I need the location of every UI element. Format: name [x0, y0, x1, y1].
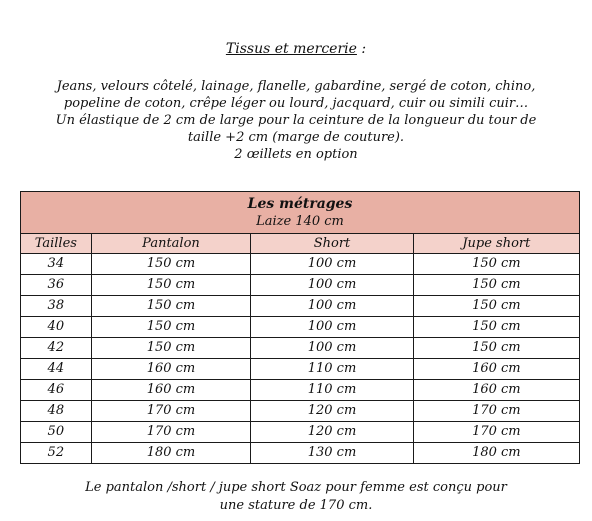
- cell-short: 120 cm: [251, 401, 413, 422]
- cell-size: 50: [21, 422, 92, 443]
- cell-short: 100 cm: [251, 275, 413, 296]
- cell-jupe-short: 150 cm: [413, 254, 579, 275]
- column-header-short: Short: [251, 234, 413, 254]
- cell-size: 42: [21, 338, 92, 359]
- cell-short: 130 cm: [251, 443, 413, 464]
- cell-pantalon: 160 cm: [91, 380, 251, 401]
- yardage-heading-title: Les métrages: [247, 195, 353, 212]
- cell-size: 52: [21, 443, 92, 464]
- yardage-table-heading: [21, 192, 580, 234]
- cell-short: 120 cm: [251, 422, 413, 443]
- cell-pantalon: 160 cm: [91, 359, 251, 380]
- table-row: [21, 317, 580, 338]
- fabric-width-label: Laize 140 cm: [256, 213, 344, 229]
- stature-note-line-1: Le pantalon /short / jupe short Soaz pour femme est conçu pour: [85, 480, 507, 495]
- cell-size: 48: [21, 401, 92, 422]
- cell-jupe-short: 150 cm: [413, 296, 579, 317]
- column-header-sizes: Tailles: [21, 234, 92, 254]
- column-header-pantalon: Pantalon: [91, 234, 251, 254]
- table-row: [21, 359, 580, 380]
- cell-jupe-short: 170 cm: [413, 401, 579, 422]
- table-row: [21, 296, 580, 317]
- cell-jupe-short: 160 cm: [413, 380, 579, 401]
- cell-short: 110 cm: [251, 380, 413, 401]
- cell-short: 100 cm: [251, 338, 413, 359]
- table-row: [21, 422, 580, 443]
- cell-jupe-short: 150 cm: [413, 275, 579, 296]
- elastic-note: Un élastique de 2 cm de large pour la ceinture de la longueur du tour de taille +2 cm (marge de couture).: [55, 113, 537, 145]
- cell-pantalon: 180 cm: [91, 443, 251, 464]
- cell-pantalon: 150 cm: [91, 338, 251, 359]
- eyelets-note: 2 œillets en option: [234, 147, 358, 162]
- fabrics-list: Jeans, velours côtelé, lainage, flanelle, gabardine, sergé de coton, chino, popeline de coton, crêpe léger ou lourd, jacquard, cuir ou simili cuir…: [56, 79, 536, 111]
- table-row: [21, 380, 580, 401]
- cell-size: 38: [21, 296, 92, 317]
- stature-note: [40, 479, 552, 515]
- cell-size: 34: [21, 254, 92, 275]
- cell-jupe-short: 180 cm: [413, 443, 579, 464]
- column-header-jupe-short: Jupe short: [413, 234, 579, 254]
- materials-intro: [40, 78, 552, 163]
- cell-pantalon: 170 cm: [91, 401, 251, 422]
- cell-short: 100 cm: [251, 296, 413, 317]
- section-title: [0, 40, 592, 58]
- yardage-table: [20, 191, 580, 464]
- cell-jupe-short: 150 cm: [413, 317, 579, 338]
- stature-note-line-2: une stature de 170 cm.: [219, 498, 373, 513]
- cell-jupe-short: 150 cm: [413, 338, 579, 359]
- cell-pantalon: 150 cm: [91, 275, 251, 296]
- table-row: [21, 275, 580, 296]
- cell-pantalon: 150 cm: [91, 317, 251, 338]
- section-title-text: Tissus et mercerie: [225, 41, 357, 57]
- table-row: [21, 254, 580, 275]
- cell-size: 36: [21, 275, 92, 296]
- cell-short: 110 cm: [251, 359, 413, 380]
- cell-size: 44: [21, 359, 92, 380]
- cell-pantalon: 150 cm: [91, 254, 251, 275]
- cell-pantalon: 150 cm: [91, 296, 251, 317]
- cell-jupe-short: 160 cm: [413, 359, 579, 380]
- table-row: [21, 338, 580, 359]
- table-row: [21, 401, 580, 422]
- cell-pantalon: 170 cm: [91, 422, 251, 443]
- cell-size: 40: [21, 317, 92, 338]
- cell-short: 100 cm: [251, 254, 413, 275]
- cell-size: 46: [21, 380, 92, 401]
- cell-jupe-short: 170 cm: [413, 422, 579, 443]
- section-title-suffix: :: [356, 41, 367, 57]
- cell-short: 100 cm: [251, 317, 413, 338]
- table-row: [21, 443, 580, 464]
